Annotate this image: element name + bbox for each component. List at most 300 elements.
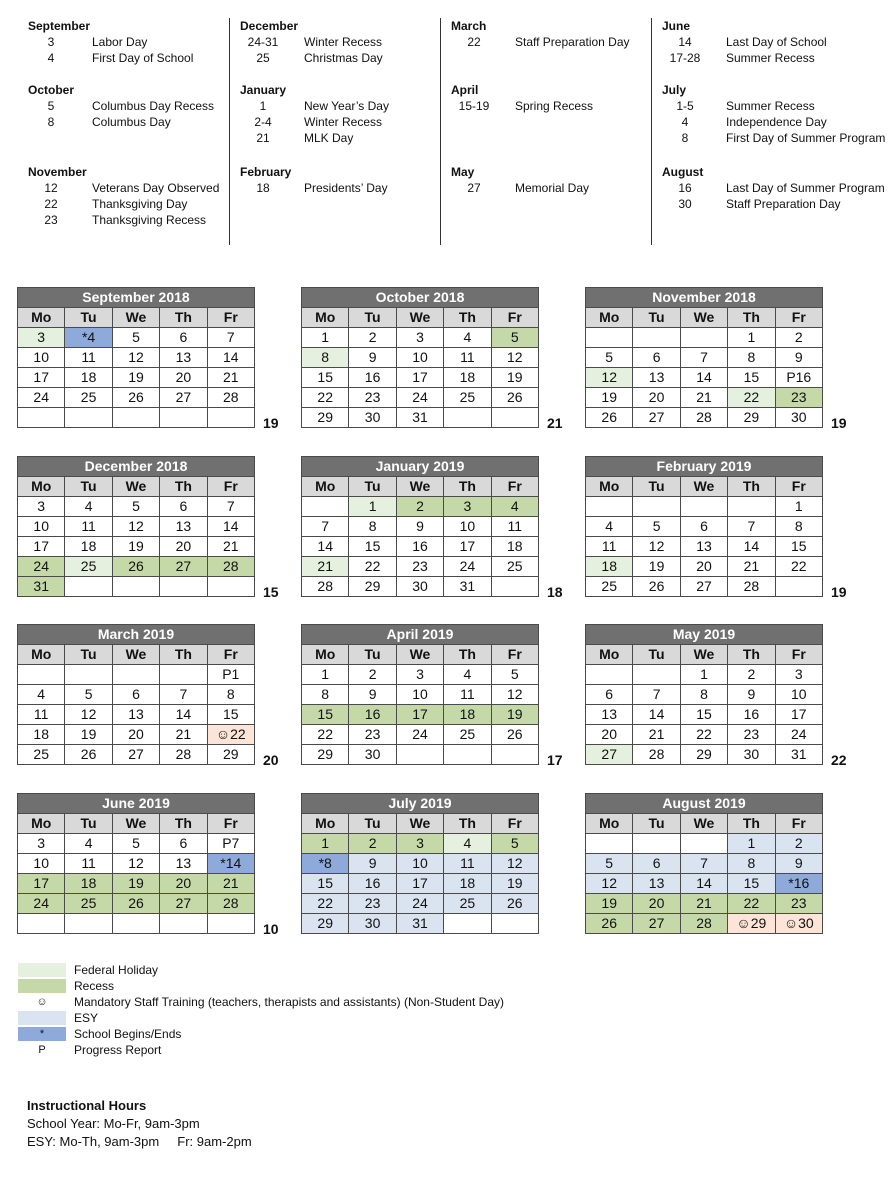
day-cell: 23: [775, 388, 822, 408]
weekday-header: Tu: [633, 814, 680, 834]
weekday-header: Fr: [207, 814, 254, 834]
dates-month-group: [662, 18, 889, 66]
day-cell: 7: [207, 328, 254, 348]
month-calendar: [585, 793, 823, 934]
week-row: [18, 577, 255, 597]
day-cell: 14: [207, 517, 254, 537]
dates-month-group: [451, 18, 652, 50]
day-cell: 8: [680, 685, 727, 705]
day-cell: 5: [633, 517, 680, 537]
legend-label: ESY: [74, 1011, 99, 1025]
event-name: Spring Recess: [515, 99, 594, 113]
date-event-row: [28, 212, 229, 228]
day-cell: 10: [396, 854, 443, 874]
event-name: Last Day of Summer Program: [726, 181, 885, 195]
event-name: Summer Recess: [726, 51, 815, 65]
day-cell: 13: [633, 368, 680, 388]
event-name: MLK Day: [304, 131, 354, 145]
day-cell: [491, 577, 538, 597]
day-cell: 26: [491, 388, 538, 408]
day-cell: 21: [728, 557, 775, 577]
day-cell: 10: [396, 685, 443, 705]
week-row: [302, 705, 539, 725]
day-cell: 29: [207, 745, 254, 765]
day-cell: 8: [302, 348, 349, 368]
weekday-header: Tu: [65, 814, 112, 834]
day-cell: 14: [160, 705, 207, 725]
weekday-header: Mo: [18, 308, 65, 328]
day-cell: 19: [491, 874, 538, 894]
day-cell: 24: [396, 894, 443, 914]
day-cell: 11: [444, 854, 491, 874]
day-cell: 17: [396, 705, 443, 725]
week-row: [18, 388, 255, 408]
week-row: [18, 537, 255, 557]
calendar-title: September 2018: [18, 288, 255, 308]
week-row: [18, 914, 255, 934]
week-row: [18, 834, 255, 854]
day-cell: 11: [65, 854, 112, 874]
day-cell: 15: [775, 537, 822, 557]
day-cell: 2: [775, 328, 822, 348]
weekday-header: Mo: [302, 645, 349, 665]
weekday-header: Th: [444, 308, 491, 328]
dates-month-label: July: [662, 83, 687, 97]
day-cell: 22: [302, 388, 349, 408]
day-cell: 4: [65, 497, 112, 517]
day-cell: 19: [112, 874, 159, 894]
weekday-header: Th: [728, 308, 775, 328]
day-cell: 6: [160, 328, 207, 348]
month-calendar: [301, 624, 539, 765]
week-row: [302, 665, 539, 685]
weekday-header-row: [18, 814, 255, 834]
day-cell: 26: [586, 408, 633, 428]
day-cell: 3: [775, 665, 822, 685]
day-cell: 18: [444, 874, 491, 894]
day-cell: 3: [396, 834, 443, 854]
day-cell: *4: [65, 328, 112, 348]
event-name: Summer Recess: [726, 99, 815, 113]
week-row: [586, 665, 823, 685]
weekday-header: We: [680, 308, 727, 328]
weekday-header: Th: [728, 814, 775, 834]
day-cell: 22: [302, 725, 349, 745]
weekday-header: Mo: [18, 477, 65, 497]
important-dates: [18, 18, 888, 245]
day-cell: 29: [349, 577, 396, 597]
calendar-title-row: [586, 794, 823, 814]
day-cell: 28: [207, 557, 254, 577]
day-cell: 12: [491, 854, 538, 874]
day-cell: [586, 328, 633, 348]
day-cell: 8: [728, 348, 775, 368]
day-cell: 3: [18, 328, 65, 348]
day-cell: 28: [680, 914, 727, 934]
day-cell: 2: [349, 328, 396, 348]
dates-month-label: September: [28, 19, 91, 33]
day-cell: 15: [207, 705, 254, 725]
day-cell: 22: [775, 557, 822, 577]
day-cell: 23: [349, 388, 396, 408]
hours-esy: ESY: Mo-Th, 9am-3pm Fr: 9am-2pm: [27, 1134, 252, 1149]
day-cell: 17: [18, 368, 65, 388]
event-date: 23: [44, 213, 58, 227]
day-cell: 26: [112, 388, 159, 408]
week-row: [586, 874, 823, 894]
dates-month-group: [240, 18, 441, 66]
day-cell: 17: [18, 537, 65, 557]
day-cell: 21: [680, 388, 727, 408]
instructional-days-count: 18: [547, 584, 563, 600]
day-cell: *8: [302, 854, 349, 874]
day-cell: [302, 497, 349, 517]
dates-column: [18, 18, 229, 245]
day-cell: 24: [18, 388, 65, 408]
day-cell: 30: [349, 914, 396, 934]
month-calendar: [301, 287, 539, 428]
day-cell: 10: [775, 685, 822, 705]
month-calendar: [17, 287, 255, 428]
weekday-header: Mo: [586, 645, 633, 665]
day-cell: 25: [65, 557, 112, 577]
day-cell: 24: [396, 725, 443, 745]
day-cell: 11: [65, 517, 112, 537]
dates-month-label: February: [240, 165, 292, 179]
day-cell: 7: [160, 685, 207, 705]
day-cell: 16: [396, 537, 443, 557]
day-cell: 19: [586, 388, 633, 408]
weekday-header: We: [112, 645, 159, 665]
day-cell: 19: [65, 725, 112, 745]
weekday-header: Th: [160, 645, 207, 665]
weekday-header: Tu: [65, 477, 112, 497]
day-cell: 31: [396, 408, 443, 428]
day-cell: 3: [396, 665, 443, 685]
day-cell: 25: [18, 745, 65, 765]
day-cell: 29: [302, 408, 349, 428]
day-cell: ☺29: [728, 914, 775, 934]
day-cell: 14: [728, 537, 775, 557]
day-cell: 11: [586, 537, 633, 557]
month-calendar: [585, 456, 823, 597]
weekday-header: We: [396, 477, 443, 497]
date-event-row: [28, 180, 229, 196]
day-cell: 18: [18, 725, 65, 745]
week-row: [18, 665, 255, 685]
legend-label: Mandatory Staff Training (teachers, therapists and assistants) (Non-Student Day): [74, 995, 504, 1009]
weekday-header: We: [112, 477, 159, 497]
weekday-header: Tu: [349, 308, 396, 328]
day-cell: [680, 497, 727, 517]
instructional-days-count: 19: [831, 584, 847, 600]
weekday-header: Th: [728, 645, 775, 665]
day-cell: 23: [396, 557, 443, 577]
day-cell: 9: [349, 348, 396, 368]
calendar-title: February 2019: [586, 457, 823, 477]
day-cell: 24: [18, 557, 65, 577]
date-event-row: [240, 114, 441, 130]
weekday-header: We: [396, 308, 443, 328]
calendar-title: October 2018: [302, 288, 539, 308]
calendar-title-row: [302, 625, 539, 645]
instructional-days-count: 22: [831, 752, 847, 768]
weekday-header: Fr: [775, 814, 822, 834]
event-name: Independence Day: [726, 115, 827, 129]
dates-month-label: August: [662, 165, 704, 179]
week-row: [302, 894, 539, 914]
day-cell: 23: [775, 894, 822, 914]
day-cell: 27: [160, 388, 207, 408]
day-cell: 12: [633, 537, 680, 557]
month-calendar: [585, 624, 823, 765]
day-cell: [396, 745, 443, 765]
day-cell: 22: [728, 388, 775, 408]
day-cell: [586, 834, 633, 854]
week-row: [302, 517, 539, 537]
event-name: Winter Recess: [304, 35, 383, 49]
day-cell: 5: [112, 834, 159, 854]
day-cell: 8: [302, 685, 349, 705]
day-cell: [444, 914, 491, 934]
day-cell: 1: [349, 497, 396, 517]
day-cell: 28: [207, 388, 254, 408]
weekday-header: Mo: [302, 477, 349, 497]
week-row: [586, 914, 823, 934]
day-cell: 10: [18, 517, 65, 537]
week-row: [302, 725, 539, 745]
day-cell: ☺22: [207, 725, 254, 745]
event-date: 22: [467, 35, 481, 49]
day-cell: 26: [112, 557, 159, 577]
weekday-header: Fr: [491, 308, 538, 328]
event-name: Columbus Day Recess: [92, 99, 215, 113]
weekday-header: Fr: [491, 477, 538, 497]
event-date: 21: [256, 131, 270, 145]
day-cell: 4: [444, 665, 491, 685]
calendar-title-row: [18, 457, 255, 477]
day-cell: [18, 914, 65, 934]
day-cell: 21: [207, 368, 254, 388]
hours-title: Instructional Hours: [27, 1098, 147, 1113]
day-cell: [586, 497, 633, 517]
day-cell: [112, 914, 159, 934]
day-cell: 15: [302, 368, 349, 388]
day-cell: 11: [444, 348, 491, 368]
day-cell: 18: [65, 537, 112, 557]
event-date: 14: [678, 35, 692, 49]
day-cell: 9: [775, 854, 822, 874]
dates-month-group: [451, 82, 652, 114]
day-cell: 16: [349, 705, 396, 725]
day-cell: 14: [302, 537, 349, 557]
day-cell: 21: [207, 537, 254, 557]
event-name: Columbus Day: [92, 115, 171, 129]
day-cell: 29: [680, 745, 727, 765]
weekday-header-row: [18, 477, 255, 497]
day-cell: [680, 328, 727, 348]
legend-swatch: ☺: [36, 996, 48, 1008]
day-cell: 8: [349, 517, 396, 537]
day-cell: 1: [680, 665, 727, 685]
day-cell: 30: [349, 745, 396, 765]
date-event-row: [28, 50, 229, 66]
day-cell: 21: [207, 874, 254, 894]
week-row: [18, 894, 255, 914]
legend-label: Recess: [74, 979, 115, 993]
day-cell: 25: [65, 388, 112, 408]
day-cell: 19: [491, 705, 538, 725]
week-row: [586, 348, 823, 368]
month-calendar: [585, 287, 823, 428]
day-cell: 11: [444, 685, 491, 705]
weekday-header: Fr: [491, 645, 538, 665]
calendar-title: July 2019: [302, 794, 539, 814]
week-row: [586, 388, 823, 408]
week-row: [302, 874, 539, 894]
day-cell: 25: [491, 557, 538, 577]
day-cell: 28: [633, 745, 680, 765]
dates-month-group: [662, 164, 889, 212]
day-cell: [65, 914, 112, 934]
day-cell: 6: [112, 685, 159, 705]
day-cell: 16: [349, 368, 396, 388]
event-name: Labor Day: [92, 35, 148, 49]
day-cell: 1: [728, 834, 775, 854]
day-cell: 18: [491, 537, 538, 557]
weekday-header-row: [586, 477, 823, 497]
week-row: [302, 348, 539, 368]
weekday-header: Tu: [65, 645, 112, 665]
month-calendar: [17, 624, 255, 765]
day-cell: 13: [160, 854, 207, 874]
legend-swatch: P: [38, 1044, 46, 1056]
weekday-header: Th: [444, 814, 491, 834]
hours-school-year: School Year: Mo-Fr, 9am-3pm: [27, 1116, 200, 1131]
day-cell: [633, 497, 680, 517]
date-event-row: [662, 114, 889, 130]
calendar-title: May 2019: [586, 625, 823, 645]
day-cell: 3: [444, 497, 491, 517]
day-cell: 10: [444, 517, 491, 537]
week-row: [586, 894, 823, 914]
day-cell: 21: [302, 557, 349, 577]
day-cell: 2: [728, 665, 775, 685]
event-name: Thanksgiving Recess: [92, 213, 207, 227]
day-cell: 24: [775, 725, 822, 745]
day-cell: [160, 408, 207, 428]
day-cell: 27: [680, 577, 727, 597]
event-date: 8: [681, 131, 689, 145]
event-date: 16: [678, 181, 692, 195]
day-cell: 19: [491, 368, 538, 388]
day-cell: 9: [728, 685, 775, 705]
event-date: 4: [681, 115, 689, 129]
date-event-row: [28, 98, 229, 114]
event-date: 8: [47, 115, 55, 129]
event-name: Winter Recess: [304, 115, 383, 129]
day-cell: [160, 665, 207, 685]
dates-month-group: [240, 82, 441, 146]
day-cell: 17: [775, 705, 822, 725]
week-row: [586, 685, 823, 705]
weekday-header-row: [302, 814, 539, 834]
day-cell: 22: [302, 894, 349, 914]
day-cell: P16: [775, 368, 822, 388]
day-cell: 27: [633, 914, 680, 934]
day-cell: 8: [728, 854, 775, 874]
day-cell: 30: [728, 745, 775, 765]
day-cell: 21: [680, 894, 727, 914]
day-cell: 5: [586, 348, 633, 368]
legend-swatch: *: [18, 1027, 66, 1041]
legend-swatch: [18, 1011, 66, 1025]
weekday-header: Tu: [349, 645, 396, 665]
day-cell: 12: [112, 854, 159, 874]
week-row: [302, 685, 539, 705]
day-cell: 15: [728, 874, 775, 894]
day-cell: 12: [112, 348, 159, 368]
week-row: [586, 854, 823, 874]
day-cell: 19: [112, 368, 159, 388]
date-event-row: [662, 130, 889, 146]
event-date: 24-31: [247, 35, 279, 49]
day-cell: 29: [302, 745, 349, 765]
date-event-row: [28, 114, 229, 130]
day-cell: 20: [633, 894, 680, 914]
day-cell: 16: [349, 874, 396, 894]
day-cell: [160, 577, 207, 597]
day-cell: [160, 914, 207, 934]
week-row: [586, 834, 823, 854]
day-cell: 19: [586, 894, 633, 914]
week-row: [302, 497, 539, 517]
day-cell: 27: [112, 745, 159, 765]
date-event-row: [662, 50, 889, 66]
event-name: New Year’s Day: [304, 99, 389, 113]
day-cell: 24: [396, 388, 443, 408]
week-row: [302, 557, 539, 577]
day-cell: 6: [633, 854, 680, 874]
day-cell: 27: [633, 408, 680, 428]
day-cell: 25: [65, 894, 112, 914]
weekday-header: Tu: [633, 308, 680, 328]
date-event-row: [451, 180, 652, 196]
day-cell: 20: [160, 874, 207, 894]
week-row: [302, 914, 539, 934]
instructional-hours: [27, 1097, 252, 1151]
dates-month-group: [451, 164, 652, 196]
weekday-header: Fr: [207, 477, 254, 497]
date-event-row: [240, 34, 441, 50]
day-cell: 22: [728, 894, 775, 914]
day-cell: 20: [160, 537, 207, 557]
weekday-header: Th: [728, 477, 775, 497]
month-calendar: [17, 793, 255, 934]
event-date: 17-28: [669, 51, 701, 65]
calendar-title: March 2019: [18, 625, 255, 645]
day-cell: *14: [207, 854, 254, 874]
weekday-header-row: [302, 645, 539, 665]
weekday-header: Th: [444, 645, 491, 665]
day-cell: [207, 577, 254, 597]
day-cell: 20: [633, 388, 680, 408]
day-cell: 4: [65, 834, 112, 854]
day-cell: 9: [775, 348, 822, 368]
dates-month-group: [28, 164, 229, 228]
day-cell: 12: [65, 705, 112, 725]
dates-column: [440, 18, 652, 245]
